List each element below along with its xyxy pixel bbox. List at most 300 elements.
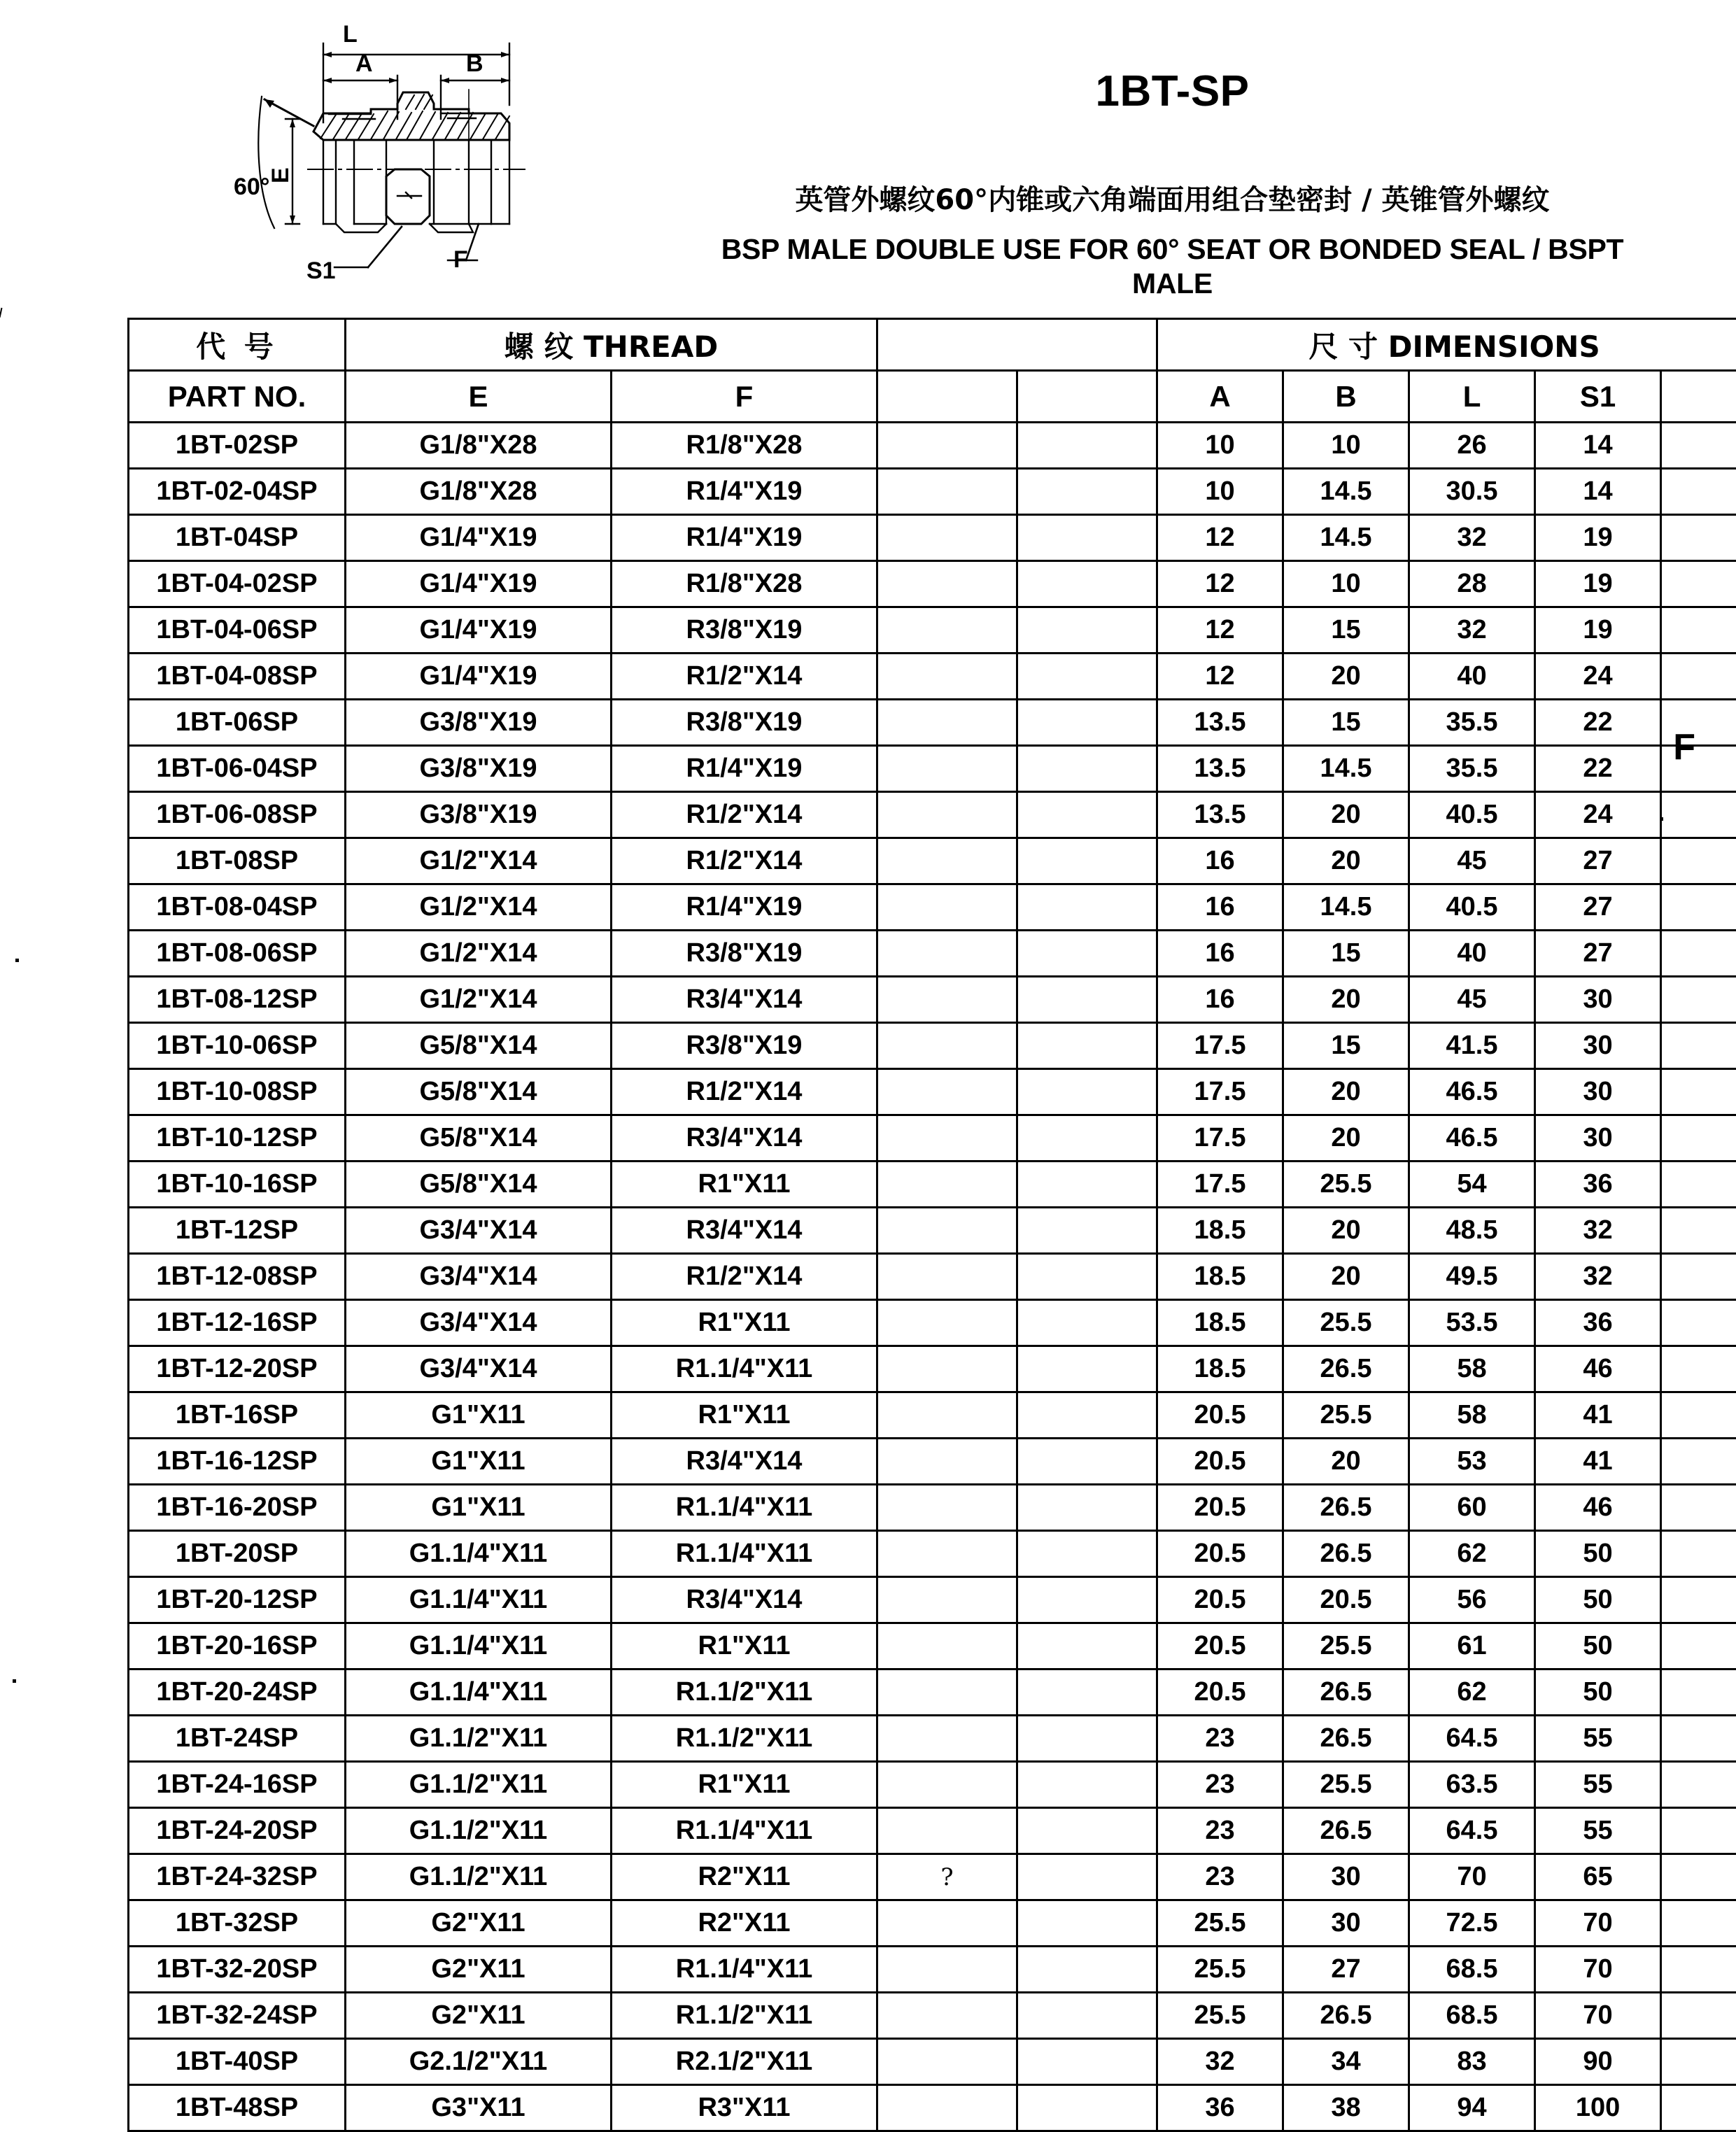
title-block [714,7,1736,301]
cell-blank-2 [1017,931,1157,977]
table-body [129,423,1736,2131]
group-header-spacer [877,319,1157,371]
cell-blank-1 [877,1069,1017,1115]
table-row [129,1947,1736,1993]
cell-blank-3 [1661,1023,1736,1069]
cell-f: R1/2"X14 [612,654,877,700]
cell-part: 1BT-24SP [129,1716,346,1762]
cell-e: G3/4"X14 [346,1300,612,1346]
cell-a: 20.5 [1157,1669,1283,1716]
cell-f: R1"X11 [612,1300,877,1346]
cell-blank-2 [1017,515,1157,561]
cell-s1: 14 [1535,423,1661,469]
cell-f: R2"X11 [612,1900,877,1947]
cell-s1: 30 [1535,1069,1661,1115]
drawing-label-F: F [453,246,468,273]
cell-e: G1/2"X14 [346,884,612,931]
cell-s1: 19 [1535,515,1661,561]
header-section [0,0,1736,308]
cell-b: 26.5 [1283,1485,1409,1531]
cell-blank-2 [1017,423,1157,469]
cell-b: 25.5 [1283,1162,1409,1208]
cell-f: R1.1/4"X11 [612,1485,877,1531]
cell-e: G1.1/4"X11 [346,1623,612,1669]
table-row [129,1300,1736,1346]
cell-l: 70 [1409,1854,1535,1900]
cell-part: 1BT-24-32SP [129,1854,346,1900]
cell-f: R1.1/2"X11 [612,1716,877,1762]
cell-blank-1 [877,1115,1017,1162]
table-row [129,1762,1736,1808]
cell-f: R1.1/4"X11 [612,1947,877,1993]
cell-e: G1/2"X14 [346,931,612,977]
cell-b: 26.5 [1283,1808,1409,1854]
cell-a: 23 [1157,1716,1283,1762]
cell-a: 12 [1157,515,1283,561]
table-row [129,746,1736,792]
cell-l: 40 [1409,931,1535,977]
cell-blank-3 [1661,1669,1736,1716]
cell-blank-3 [1661,1531,1736,1577]
cell-blank-2 [1017,884,1157,931]
drawing-label-B: B [466,50,484,77]
scan-speck [1660,817,1663,821]
table-row [129,2085,1736,2131]
drawing-label-angle: 60° [234,174,269,200]
group-header-dimensions: 尺 寸 DIMENSIONS [1157,319,1736,371]
cell-e: G1"X11 [346,1392,612,1439]
cell-blank-3 [1661,1808,1736,1854]
cell-blank-3 [1661,1762,1736,1808]
cell-blank-2 [1017,1531,1157,1577]
cell-a: 13.5 [1157,700,1283,746]
cell-a: 25.5 [1157,1900,1283,1947]
cell-part: 1BT-12-08SP [129,1254,346,1300]
column-header-f: F [612,371,877,423]
cell-part: 1BT-32SP [129,1900,346,1947]
cell-b: 26.5 [1283,1531,1409,1577]
cell-blank-1 [877,1900,1017,1947]
cell-b: 25.5 [1283,1762,1409,1808]
fitting-cross-section-svg [231,14,707,308]
cell-l: 83 [1409,2039,1535,2085]
cell-b: 15 [1283,607,1409,654]
cell-blank-2 [1017,1208,1157,1254]
cell-a: 18.5 [1157,1300,1283,1346]
cell-blank-3 [1661,1208,1736,1254]
cell-blank-1 [877,838,1017,884]
cell-f: R3/4"X14 [612,1577,877,1623]
cell-e: G1/8"X28 [346,423,612,469]
cell-b: 30 [1283,1900,1409,1947]
cell-a: 10 [1157,423,1283,469]
cell-blank-2 [1017,792,1157,838]
cell-blank-1 [877,423,1017,469]
cell-s1: 27 [1535,838,1661,884]
cell-f: R3/8"X19 [612,607,877,654]
cell-b: 14.5 [1283,515,1409,561]
cell-a: 20.5 [1157,1392,1283,1439]
cell-blank-1 [877,1300,1017,1346]
cell-s1: 55 [1535,1808,1661,1854]
cell-part: 1BT-12-20SP [129,1346,346,1392]
cell-e: G5/8"X14 [346,1069,612,1115]
cell-a: 18.5 [1157,1254,1283,1300]
cell-b: 10 [1283,561,1409,607]
cell-part: 1BT-20-24SP [129,1669,346,1716]
cell-l: 62 [1409,1531,1535,1577]
cell-blank-3 [1661,654,1736,700]
cell-b: 14.5 [1283,746,1409,792]
table-row [129,1023,1736,1069]
cell-l: 63.5 [1409,1762,1535,1808]
cell-s1: 22 [1535,700,1661,746]
cell-blank-3 [1661,1115,1736,1162]
table-row [129,654,1736,700]
cell-b: 20 [1283,1069,1409,1115]
column-header-blank-3 [1661,371,1736,423]
cell-l: 32 [1409,607,1535,654]
cell-blank-1 [877,654,1017,700]
cell-s1: 70 [1535,1993,1661,2039]
cell-blank-2 [1017,1669,1157,1716]
table-row [129,1900,1736,1947]
cell-a: 17.5 [1157,1023,1283,1069]
cell-part: 1BT-10-06SP [129,1023,346,1069]
cell-e: G3"X11 [346,2085,612,2131]
cell-s1: 32 [1535,1208,1661,1254]
cell-f: R3/4"X14 [612,977,877,1023]
cell-part: 1BT-04-08SP [129,654,346,700]
cell-f: R1/4"X19 [612,746,877,792]
cell-blank-2 [1017,1762,1157,1808]
cell-a: 13.5 [1157,746,1283,792]
cell-f: R1.1/4"X11 [612,1531,877,1577]
table-row [129,931,1736,977]
drawing-label-A: A [355,50,373,77]
cell-blank-2 [1017,1808,1157,1854]
cell-part: 1BT-10-08SP [129,1069,346,1115]
cell-b: 15 [1283,931,1409,977]
cell-a: 18.5 [1157,1208,1283,1254]
group-header-thread: 螺 纹 THREAD [346,319,877,371]
cell-part: 1BT-10-12SP [129,1115,346,1162]
cell-blank-3 [1661,1900,1736,1947]
cell-s1: 27 [1535,931,1661,977]
cell-e: G5/8"X14 [346,1115,612,1162]
cell-blank-2 [1017,607,1157,654]
table-sub-header-row [129,371,1736,423]
cell-s1: 22 [1535,746,1661,792]
cell-blank-3 [1661,1162,1736,1208]
cell-a: 16 [1157,884,1283,931]
cell-blank-3 [1661,423,1736,469]
cell-blank-1 [877,746,1017,792]
cell-blank-3 [1661,884,1736,931]
cell-f: R1/4"X19 [612,884,877,931]
cell-blank-2 [1017,1439,1157,1485]
cell-l: 68.5 [1409,1947,1535,1993]
cell-blank-2 [1017,1254,1157,1300]
cell-blank-3 [1661,838,1736,884]
column-header-s1: S1 [1535,371,1661,423]
cell-a: 23 [1157,1808,1283,1854]
cell-a: 16 [1157,838,1283,884]
cell-f: R3"X11 [612,2085,877,2131]
cell-e: G1.1/2"X11 [346,1716,612,1762]
cell-s1: 27 [1535,884,1661,931]
cell-part: 1BT-32-20SP [129,1947,346,1993]
column-header-b: B [1283,371,1409,423]
cell-l: 35.5 [1409,746,1535,792]
cell-blank-1 [877,1439,1017,1485]
cell-blank-2 [1017,1993,1157,2039]
cell-f: R1.1/4"X11 [612,1808,877,1854]
cell-part: 1BT-12SP [129,1208,346,1254]
cell-f: R1/2"X14 [612,1069,877,1115]
cell-part: 1BT-20-16SP [129,1623,346,1669]
cell-l: 30.5 [1409,469,1535,515]
table-row [129,1808,1736,1854]
table-row [129,1531,1736,1577]
cell-blank-1 [877,1623,1017,1669]
table-row [129,1208,1736,1254]
cell-a: 17.5 [1157,1162,1283,1208]
cell-part: 1BT-12-16SP [129,1300,346,1346]
cell-blank-1 [877,2039,1017,2085]
cell-s1: 30 [1535,1023,1661,1069]
column-header-blank-2 [1017,371,1157,423]
cell-e: G1/4"X19 [346,654,612,700]
cell-b: 15 [1283,1023,1409,1069]
table-row [129,1439,1736,1485]
cell-s1: 41 [1535,1392,1661,1439]
cell-f: R3/8"X19 [612,1023,877,1069]
cell-l: 58 [1409,1346,1535,1392]
cell-l: 46.5 [1409,1069,1535,1115]
cell-a: 20.5 [1157,1577,1283,1623]
cell-e: G1.1/2"X11 [346,1854,612,1900]
cell-f: R1.1/4"X11 [612,1346,877,1392]
cell-l: 49.5 [1409,1254,1535,1300]
cell-l: 28 [1409,561,1535,607]
description-chinese: 英管外螺纹60°内锥或六角端面用组合垫密封 / 英锥管外螺纹 [714,183,1631,217]
cell-l: 40 [1409,654,1535,700]
cell-f: R1/2"X14 [612,1254,877,1300]
cell-blank-1 [877,1254,1017,1300]
cell-blank-2 [1017,1716,1157,1762]
cell-b: 26.5 [1283,1993,1409,2039]
cell-b: 20.5 [1283,1577,1409,1623]
cell-blank-3 [1661,792,1736,838]
cell-blank-1 [877,607,1017,654]
cell-part: 1BT-08-06SP [129,931,346,977]
cell-blank-1 [877,931,1017,977]
table-row [129,515,1736,561]
stray-cell-mark: ? [940,1863,953,1891]
cell-part: 1BT-24-20SP [129,1808,346,1854]
cell-blank-1 [877,700,1017,746]
cell-blank-2 [1017,654,1157,700]
cell-l: 35.5 [1409,700,1535,746]
cell-blank-2 [1017,2039,1157,2085]
cell-b: 15 [1283,700,1409,746]
cell-blank-3 [1661,1623,1736,1669]
cell-part: 1BT-20SP [129,1531,346,1577]
cell-s1: 41 [1535,1439,1661,1485]
cell-f: R1"X11 [612,1392,877,1439]
scan-speck [13,1679,16,1683]
cell-blank-3 [1661,1854,1736,1900]
cell-b: 20 [1283,1254,1409,1300]
cell-b: 20 [1283,792,1409,838]
table-row [129,1669,1736,1716]
cell-part: 1BT-06-04SP [129,746,346,792]
cell-e: G3/4"X14 [346,1254,612,1300]
cell-blank-2 [1017,1069,1157,1115]
cell-blank-2 [1017,1854,1157,1900]
table-row [129,1069,1736,1115]
cell-a: 23 [1157,1854,1283,1900]
cell-s1: 30 [1535,977,1661,1023]
table-row [129,977,1736,1023]
cell-b: 26.5 [1283,1716,1409,1762]
cell-part: 1BT-24-16SP [129,1762,346,1808]
cell-blank-3 [1661,977,1736,1023]
cell-blank-1 [877,1993,1017,2039]
cell-s1: 24 [1535,654,1661,700]
cell-s1: 19 [1535,607,1661,654]
cell-part: 1BT-48SP [129,2085,346,2131]
table-row [129,792,1736,838]
cell-blank-2 [1017,1900,1157,1947]
cell-f: R2.1/2"X11 [612,2039,877,2085]
cell-f: R3/4"X14 [612,1115,877,1162]
cell-blank-1 [877,1531,1017,1577]
cell-s1: 50 [1535,1531,1661,1577]
cell-s1: 70 [1535,1900,1661,1947]
table-row [129,884,1736,931]
cell-e: G1/4"X19 [346,515,612,561]
table-row [129,1485,1736,1531]
cell-a: 12 [1157,561,1283,607]
cell-e: G1.1/4"X11 [346,1669,612,1716]
cell-blank-3 [1661,1485,1736,1531]
cell-blank-3 [1661,561,1736,607]
table-row [129,700,1736,746]
cell-part: 1BT-10-16SP [129,1162,346,1208]
cell-a: 25.5 [1157,1993,1283,2039]
column-header-part-no: PART NO. [129,371,346,423]
cell-e: G1.1/2"X11 [346,1808,612,1854]
cell-blank-1 [877,1162,1017,1208]
cell-e: G5/8"X14 [346,1162,612,1208]
cell-blank-1 [877,515,1017,561]
cell-blank-3 [1661,1439,1736,1485]
cell-l: 45 [1409,838,1535,884]
cell-blank-2 [1017,1947,1157,1993]
cell-f: R1/4"X19 [612,469,877,515]
cell-s1: 50 [1535,1623,1661,1669]
cell-s1: 14 [1535,469,1661,515]
cell-blank-3 [1661,1577,1736,1623]
cell-blank-2 [1017,700,1157,746]
cell-l: 60 [1409,1485,1535,1531]
cell-blank-3 [1661,1392,1736,1439]
cell-e: G2"X11 [346,1993,612,2039]
cell-part: 1BT-16SP [129,1392,346,1439]
cell-l: 45 [1409,977,1535,1023]
cell-b: 20 [1283,1439,1409,1485]
cell-e: G3/4"X14 [346,1346,612,1392]
cell-l: 53.5 [1409,1300,1535,1346]
cell-e: G1/2"X14 [346,838,612,884]
cell-e: G3/4"X14 [346,1208,612,1254]
table-row [129,1162,1736,1208]
cell-a: 10 [1157,469,1283,515]
cell-blank-2 [1017,1485,1157,1531]
cell-part: 1BT-20-12SP [129,1577,346,1623]
cell-blank-3 [1661,2085,1736,2131]
cell-blank-2 [1017,1577,1157,1623]
cell-blank-3 [1661,1716,1736,1762]
table-row [129,1577,1736,1623]
cell-b: 27 [1283,1947,1409,1993]
cell-blank-2 [1017,838,1157,884]
cell-blank-3 [1661,1947,1736,1993]
cell-f: R3/4"X14 [612,1208,877,1254]
drawing-label-L: L [343,21,358,48]
drawing-label-S1: S1 [306,257,336,284]
cell-blank-1 [877,1577,1017,1623]
cell-blank-1 [877,1854,1017,1900]
cell-s1: 55 [1535,1762,1661,1808]
cell-e: G3/8"X19 [346,792,612,838]
cell-s1: 36 [1535,1162,1661,1208]
cell-part: 1BT-16-20SP [129,1485,346,1531]
table-row [129,1623,1736,1669]
cell-a: 25.5 [1157,1947,1283,1993]
cell-f: R1/4"X19 [612,515,877,561]
cell-blank-3 [1661,469,1736,515]
cell-a: 36 [1157,2085,1283,2131]
cell-b: 14.5 [1283,884,1409,931]
cell-b: 14.5 [1283,469,1409,515]
cell-blank-1 [877,1716,1017,1762]
cell-part: 1BT-32-24SP [129,1993,346,2039]
cell-a: 32 [1157,2039,1283,2085]
cell-l: 53 [1409,1439,1535,1485]
cell-b: 20 [1283,1208,1409,1254]
cell-a: 16 [1157,977,1283,1023]
cell-s1: 46 [1535,1346,1661,1392]
cell-blank-1 [877,1023,1017,1069]
cell-part: 1BT-04-02SP [129,561,346,607]
cell-f: R1.1/2"X11 [612,1669,877,1716]
cell-s1: 100 [1535,2085,1661,2131]
cell-e: G1"X11 [346,1439,612,1485]
cell-blank-2 [1017,1300,1157,1346]
cell-e: G1.1/4"X11 [346,1531,612,1577]
cell-b: 25.5 [1283,1623,1409,1669]
cell-a: 20.5 [1157,1485,1283,1531]
cell-a: 12 [1157,607,1283,654]
table-row [129,2039,1736,2085]
cell-blank-1 [877,1346,1017,1392]
cell-l: 64.5 [1409,1808,1535,1854]
cell-l: 62 [1409,1669,1535,1716]
cell-a: 20.5 [1157,1439,1283,1485]
